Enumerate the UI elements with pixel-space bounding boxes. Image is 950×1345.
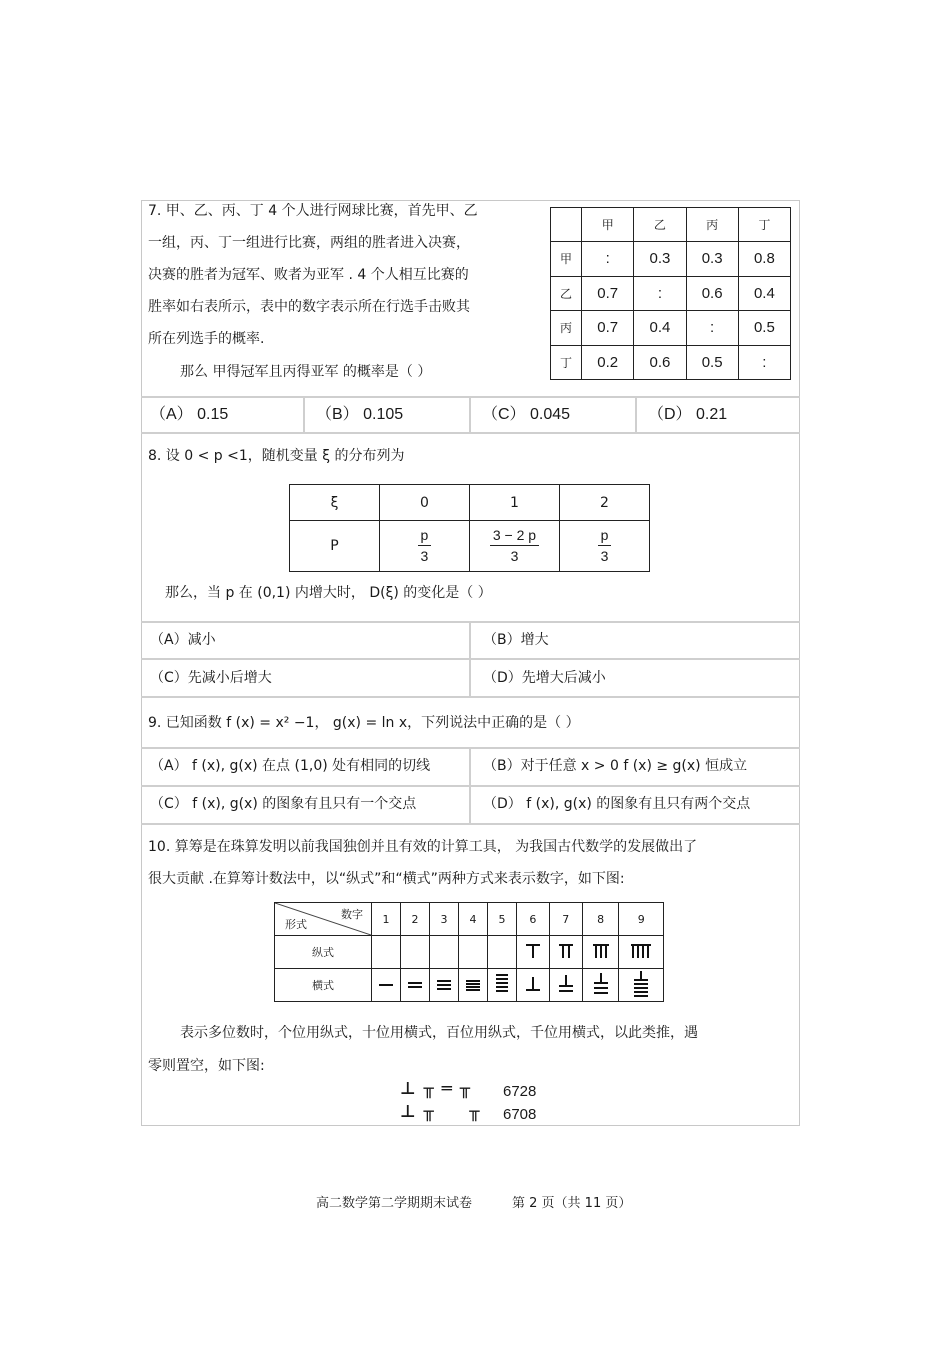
rod-vertical-2	[401, 936, 430, 969]
digit-header: 8	[582, 903, 619, 936]
row-header: 丙	[551, 311, 582, 346]
q8-option-b[interactable]: （B）增大	[483, 632, 549, 648]
rod-horizontal-3	[430, 969, 459, 1002]
q9-option-c[interactable]: （C） f (x), g(x) 的图象有且只有一个交点	[150, 796, 417, 812]
digit-header: 6	[517, 903, 550, 936]
table-cell: 0.7	[582, 276, 634, 311]
table-cell: 0.4	[634, 311, 686, 346]
counting-rod-table	[274, 902, 664, 1002]
rod-horizontal-9	[619, 969, 664, 1002]
table-cell: 0.3	[634, 242, 686, 277]
rod-example-glyphs: ⊥ ╥ ╥	[400, 1102, 481, 1122]
divider	[141, 823, 800, 825]
divider	[635, 396, 637, 432]
rod-example-value: 6708	[503, 1106, 537, 1123]
q10-text-line: 零则置空，如下图:	[148, 1058, 265, 1074]
digit-header: 5	[488, 903, 517, 936]
column-header: 乙	[634, 208, 686, 242]
footer-title: 高二数学第二学期期末试卷	[316, 1196, 473, 1211]
digit-header: 4	[459, 903, 488, 936]
table-cell: 0.5	[686, 345, 738, 380]
q9-option-b[interactable]: （B）对于任意 x > 0 f (x) ≥ g(x) 恒成立	[483, 758, 748, 774]
horizontal-form-label: 横式	[275, 969, 372, 1002]
value-cell: 1	[469, 485, 559, 521]
value-cell: 0	[379, 485, 469, 521]
q8-question: 那么，当 p 在 (0,1) 内增大时， D(ξ) 的变化是（ ）	[165, 585, 492, 601]
table-cell: 0.2	[582, 345, 634, 380]
table-cell: :	[582, 242, 634, 277]
q10-text-line: 10. 算筹是在珠算发明以前我国独创并且有效的计算工具， 为我国古代数学的发展做出了	[148, 839, 698, 855]
divider	[141, 696, 800, 698]
q7-text-line: 所在列选手的概率.	[148, 331, 265, 347]
rod-horizontal-4	[459, 969, 488, 1002]
q7-option-c[interactable]: （C） 0.045	[482, 406, 571, 423]
rod-example-value: 6728	[503, 1083, 537, 1100]
table-cell: 0.7	[582, 311, 634, 346]
q7-question: 那么 甲得冠军且丙得亚军 的概率是（ ）	[180, 364, 432, 380]
rod-horizontal-5	[488, 969, 517, 1002]
rod-vertical-7	[549, 936, 582, 969]
row-header: 乙	[551, 276, 582, 311]
distribution-table	[289, 484, 650, 572]
footer-page-number: 第 2 页（共 11 页）	[512, 1196, 632, 1211]
q8-text-line: 8. 设 0 < p <1，随机变量 ξ 的分布列为	[148, 448, 405, 464]
numerator: p	[598, 527, 612, 547]
corner-label-top: 数字	[341, 908, 363, 921]
q8-option-d[interactable]: （D）先增大后减小	[483, 670, 606, 686]
q9-option-a[interactable]: （A） f (x), g(x) 在点 (1,0) 处有相同的切线	[150, 758, 431, 774]
win-rate-table	[550, 207, 791, 380]
denominator: 3	[510, 548, 519, 565]
divider	[469, 621, 471, 696]
rod-vertical-3	[430, 936, 459, 969]
rod-horizontal-1	[372, 969, 401, 1002]
divider	[303, 396, 305, 432]
denominator: 3	[600, 548, 609, 565]
table-cell: :	[738, 345, 790, 380]
value-cell: 2	[559, 485, 649, 521]
table-corner	[275, 903, 372, 936]
digit-header: 9	[619, 903, 664, 936]
vertical-form-label: 纵式	[275, 936, 372, 969]
q7-text-line: 一组，丙、丁一组进行比赛，两组的胜者进入决赛，	[148, 235, 470, 251]
q7-option-a[interactable]: （A） 0.15	[150, 406, 229, 423]
q7-text-line: 7. 甲、乙、丙、丁 4 个人进行网球比赛，首先甲、乙	[148, 203, 478, 219]
rod-horizontal-8	[582, 969, 619, 1002]
rod-horizontal-7	[549, 969, 582, 1002]
rod-vertical-6	[517, 936, 550, 969]
table-cell: 0.8	[738, 242, 790, 277]
numerator: p	[418, 527, 432, 547]
q9-option-d[interactable]: （D） f (x), g(x) 的图象有且只有两个交点	[483, 796, 751, 812]
table-corner	[551, 208, 582, 242]
p-label: P	[290, 521, 380, 572]
rod-horizontal-6	[517, 969, 550, 1002]
digit-header: 2	[401, 903, 430, 936]
rod-vertical-5	[488, 936, 517, 969]
table-cell: 0.3	[686, 242, 738, 277]
digit-header: 1	[372, 903, 401, 936]
fraction	[418, 527, 432, 566]
table-cell: 0.4	[738, 276, 790, 311]
divider	[141, 432, 800, 434]
table-cell: :	[686, 311, 738, 346]
q7-option-d[interactable]: （D） 0.21	[648, 406, 728, 423]
table-cell: 0.6	[634, 345, 686, 380]
prob-cell	[379, 521, 469, 572]
divider	[469, 396, 471, 432]
rod-example-glyphs: ⊥ ╥ ═ ╥	[400, 1079, 471, 1099]
q7-text-line: 胜率如右表所示，表中的数字表示所在行选手击败其	[148, 299, 470, 315]
prob-cell	[559, 521, 649, 572]
numerator: 3 − 2 p	[490, 527, 539, 547]
table-cell: :	[634, 276, 686, 311]
q7-text-line: 决赛的胜者为冠军、败者为亚军 . 4 个人相互比赛的	[148, 267, 469, 283]
corner-label-bottom: 形式	[285, 918, 307, 931]
q10-text-line: 很大贡献 .在算筹计数法中，以“纵式”和“横式”两种方式来表示数字，如下图:	[148, 871, 625, 887]
prob-cell	[469, 521, 559, 572]
divider	[469, 747, 471, 823]
q8-option-a[interactable]: （A）减小	[150, 632, 216, 648]
denominator: 3	[420, 548, 429, 565]
xi-label: ξ	[290, 485, 380, 521]
rod-vertical-4	[459, 936, 488, 969]
rod-vertical-1	[372, 936, 401, 969]
row-header: 甲	[551, 242, 582, 277]
rod-vertical-8	[582, 936, 619, 969]
digit-header: 7	[549, 903, 582, 936]
fraction	[490, 527, 539, 566]
digit-header: 3	[430, 903, 459, 936]
row-header: 丁	[551, 345, 582, 380]
table-cell: 0.6	[686, 276, 738, 311]
column-header: 丙	[686, 208, 738, 242]
q9-question: 9. 已知函数 f (x) = x² −1， g(x) = ln x，下列说法中正确的是（ ）	[148, 715, 580, 731]
rod-vertical-9	[619, 936, 664, 969]
q8-option-c[interactable]: （C）先减小后增大	[150, 670, 272, 686]
column-header: 丁	[738, 208, 790, 242]
q10-text-line: 表示多位数时，个位用纵式，十位用横式，百位用纵式，千位用横式，以此类推，遇	[180, 1025, 698, 1041]
q7-option-b[interactable]: （B） 0.105	[316, 406, 404, 423]
column-header: 甲	[582, 208, 634, 242]
rod-horizontal-2	[401, 969, 430, 1002]
fraction	[598, 527, 612, 566]
table-cell: 0.5	[738, 311, 790, 346]
